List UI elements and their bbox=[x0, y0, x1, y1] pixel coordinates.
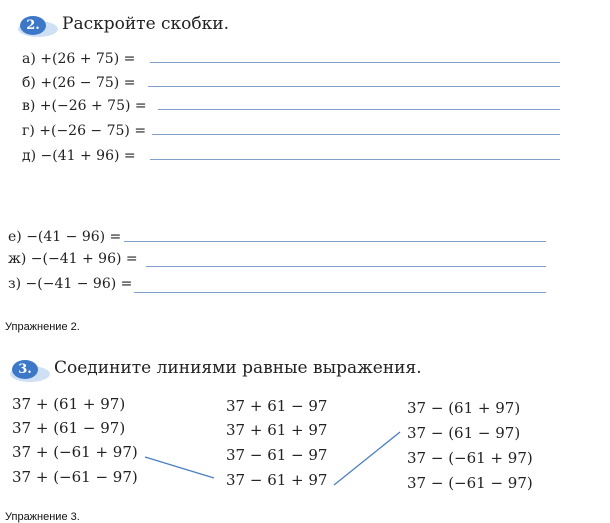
task-d: д) −(41 + 96) = bbox=[22, 148, 136, 164]
exercise-2-caption: Упражнение 2. bbox=[5, 321, 80, 333]
expr-col2-2[interactable]: 37 + 61 + 97 bbox=[226, 421, 328, 439]
expr-col1-2[interactable]: 37 + (61 − 97) bbox=[12, 419, 126, 437]
expr-col3-2[interactable]: 37 − (61 − 97) bbox=[407, 424, 521, 442]
expr-col3-4[interactable]: 37 − (−61 − 97) bbox=[407, 474, 533, 492]
expr-col1-4[interactable]: 37 + (−61 − 97) bbox=[12, 468, 138, 486]
expr-col3-1[interactable]: 37 − (61 + 97) bbox=[407, 399, 521, 417]
connector-line-2 bbox=[334, 432, 400, 485]
expr-col3-3[interactable]: 37 − (−61 + 97) bbox=[407, 449, 533, 467]
answer-line-e[interactable] bbox=[124, 241, 546, 242]
answer-line-z[interactable] bbox=[134, 292, 546, 293]
answer-line-b[interactable] bbox=[148, 86, 560, 87]
exercise-3-badge: 3. bbox=[12, 360, 38, 379]
exercise-3-caption: Упражнение 3. bbox=[5, 511, 80, 523]
exercise-2-badge: 2. bbox=[20, 16, 46, 35]
task-b: б) +(26 − 75) = bbox=[22, 75, 136, 91]
expr-col2-3[interactable]: 37 − 61 − 97 bbox=[226, 446, 328, 464]
answer-line-a[interactable] bbox=[150, 62, 560, 63]
task-zh: ж) −(−41 + 96) = bbox=[8, 251, 138, 267]
answer-line-g[interactable] bbox=[152, 134, 560, 135]
expr-col1-3[interactable]: 37 + (−61 + 97) bbox=[12, 443, 138, 461]
answer-line-d[interactable] bbox=[150, 159, 560, 160]
expr-col2-4[interactable]: 37 − 61 + 97 bbox=[226, 471, 328, 489]
exercise-3-title: Соедините линиями равные выражения. bbox=[54, 358, 422, 378]
task-z: з) −(−41 − 96) = bbox=[8, 276, 133, 292]
exercise-2-title: Раскройте скобки. bbox=[62, 14, 230, 34]
connector-line-1 bbox=[145, 457, 214, 478]
expr-col2-1[interactable]: 37 + 61 − 97 bbox=[226, 397, 328, 415]
task-e: е) −(41 − 96) = bbox=[8, 229, 122, 245]
task-v: в) +(−26 + 75) = bbox=[22, 98, 147, 114]
answer-line-v[interactable] bbox=[158, 109, 560, 110]
answer-line-zh[interactable] bbox=[146, 266, 546, 267]
task-a: а) +(26 + 75) = bbox=[22, 51, 136, 67]
expr-col1-1[interactable]: 37 + (61 + 97) bbox=[12, 395, 126, 413]
task-g: г) +(−26 − 75) = bbox=[22, 123, 147, 139]
